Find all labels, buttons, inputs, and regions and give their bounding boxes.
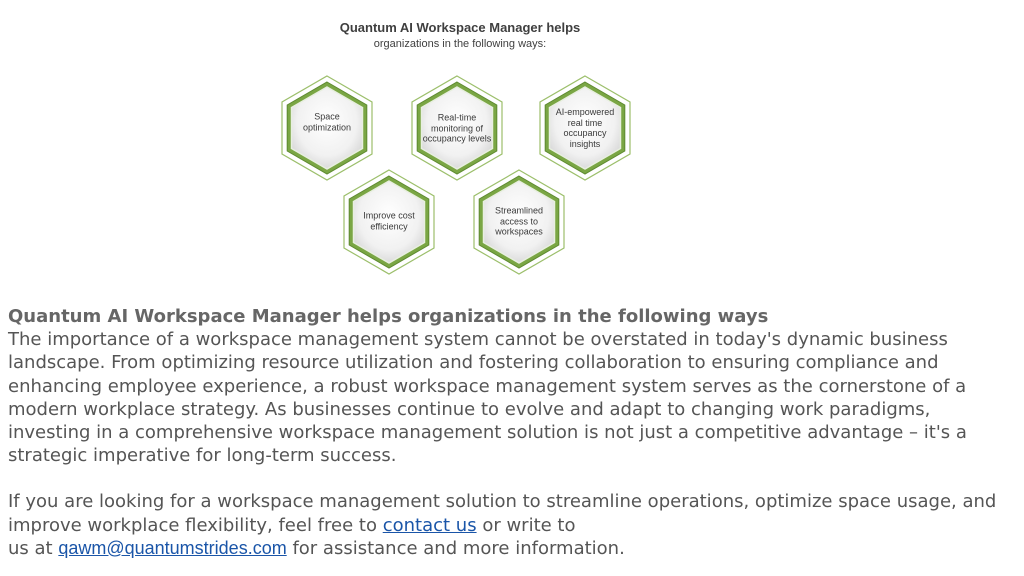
contact-text-3: us at <box>8 537 53 559</box>
hex-label-streamlined-access: Streamlined access to workspaces <box>494 205 544 237</box>
hex-label-real-time-monitoring: Real-time monitoring of occupancy levels <box>422 112 492 144</box>
hex-label-ai-insights: AI-empowered real time occupancy insights <box>555 107 615 149</box>
contact-text-4: for assistance and more information. <box>292 537 625 559</box>
infographic <box>260 10 660 300</box>
contact-text-1: If you are looking for a workspace management solution to streamline operations, optimize space usage, and improve workplace flexibility, feel free to <box>8 491 997 536</box>
infographic-title: Quantum AI Workspace Manager helps <box>339 20 581 35</box>
paragraph-importance: The importance of a workspace management system cannot be overstated in today's dynamic business landscape. From optimizing resource utilization and fostering collaboration to ensuring compliance and enhancing employee experience, a robust workspace management system serves as the cornerstone of a modern workplace strategy. As businesses continue to evolve and adapt to changing work paradigms, investing in a comprehensive workspace management solution is not just a competitive advantage – it's a strategic imperative for long-term success. <box>8 329 967 467</box>
contact-us-link[interactable]: contact us <box>382 514 477 536</box>
article-body <box>8 305 1018 560</box>
paragraph-contact <box>8 490 1018 560</box>
email-link[interactable]: qawm@quantumstrides.com <box>58 537 287 558</box>
hex-label-space-optimization: Space optimization <box>302 111 352 132</box>
contact-text-2: or write to <box>482 514 576 536</box>
infographic-subtitle: organizations in the following ways: <box>373 38 547 50</box>
hex-label-cost-efficiency: Improve cost efficiency <box>363 210 415 231</box>
hexagon-diagram <box>260 10 660 300</box>
section-heading: Quantum AI Workspace Manager helps organizations in the following ways <box>8 306 769 327</box>
